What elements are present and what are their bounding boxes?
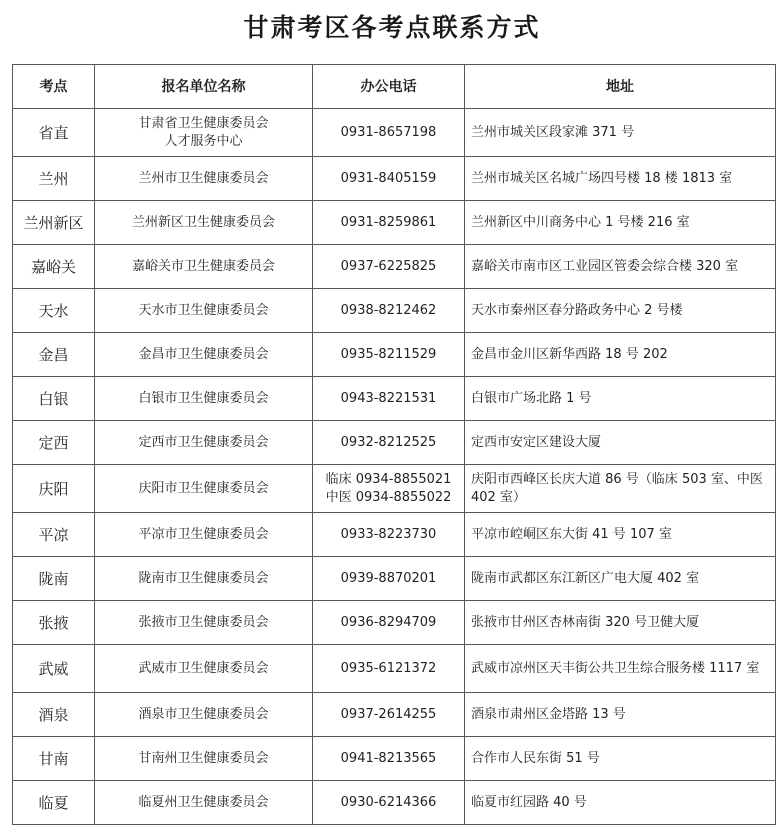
cell-unit <box>95 157 313 201</box>
cell-phone-line: 0931-8657198 <box>340 124 437 140</box>
cell-address: 张掖市甘州区杏林南街 320 号卫健大厦 <box>465 601 776 645</box>
cell-unit-line: 人才服务中心 <box>164 133 243 149</box>
page-title: 甘肃考区各考点联系方式 <box>243 13 541 42</box>
cell-phone-line: 0936-8294709 <box>340 614 437 630</box>
cell-unit <box>95 201 313 245</box>
cell-site: 兰州新区 <box>13 201 95 245</box>
cell-address: 武威市凉州区天丰街公共卫生综合服务楼 1117 室 <box>465 645 776 693</box>
cell-phone-line: 临床 0934-8855021 <box>325 471 452 487</box>
cell-phone <box>313 109 465 157</box>
header-site: 考点 <box>13 65 95 109</box>
cell-address: 合作市人民东街 51 号 <box>465 737 776 781</box>
table-row <box>13 377 776 421</box>
table-header-row <box>13 65 776 109</box>
cell-address: 兰州市城关区段家滩 371 号 <box>465 109 776 157</box>
table-row <box>13 601 776 645</box>
cell-address: 天水市秦州区春分路政务中心 2 号楼 <box>465 289 776 333</box>
cell-site: 庆阳 <box>13 465 95 513</box>
cell-site: 天水 <box>13 289 95 333</box>
cell-phone-line: 0938-8212462 <box>340 302 437 318</box>
cell-phone-line: 0939-8870201 <box>340 570 437 586</box>
cell-site: 定西 <box>13 421 95 465</box>
cell-phone <box>313 557 465 601</box>
cell-site: 金昌 <box>13 333 95 377</box>
cell-site: 平凉 <box>13 513 95 557</box>
cell-unit <box>95 781 313 825</box>
cell-unit-line: 酒泉市卫生健康委员会 <box>138 706 269 722</box>
table-row <box>13 245 776 289</box>
cell-phone <box>313 781 465 825</box>
table-row <box>13 737 776 781</box>
header-phone: 办公电话 <box>313 65 465 109</box>
cell-address: 平凉市崆峒区东大街 41 号 107 室 <box>465 513 776 557</box>
cell-address: 兰州市城关区名城广场四号楼 18 楼 1813 室 <box>465 157 776 201</box>
cell-phone <box>313 421 465 465</box>
cell-phone-line: 0930-6214366 <box>340 794 437 810</box>
cell-site: 甘南 <box>13 737 95 781</box>
cell-site: 武威 <box>13 645 95 693</box>
cell-unit <box>95 245 313 289</box>
table-row <box>13 333 776 377</box>
cell-phone-line: 0931-8405159 <box>340 170 437 186</box>
table-row <box>13 421 776 465</box>
cell-unit-line: 甘南州卫生健康委员会 <box>138 750 269 766</box>
cell-phone-line: 0943-8221531 <box>340 390 437 406</box>
cell-phone <box>313 333 465 377</box>
cell-unit-line: 临夏州卫生健康委员会 <box>138 794 269 810</box>
cell-unit <box>95 289 313 333</box>
table-row <box>13 157 776 201</box>
cell-phone <box>313 289 465 333</box>
cell-address: 兰州新区中川商务中心 1 号楼 216 室 <box>465 201 776 245</box>
cell-site: 省直 <box>13 109 95 157</box>
cell-unit-line: 甘肃省卫生健康委员会 <box>138 115 269 131</box>
cell-phone <box>313 377 465 421</box>
cell-unit <box>95 645 313 693</box>
cell-phone-line: 0931-8259861 <box>340 214 437 230</box>
cell-unit-line: 兰州市卫生健康委员会 <box>138 170 269 186</box>
cell-unit-line: 张掖市卫生健康委员会 <box>138 614 269 630</box>
table-row <box>13 781 776 825</box>
cell-phone <box>313 693 465 737</box>
table-row <box>13 645 776 693</box>
cell-phone-line: 0937-2614255 <box>340 706 437 722</box>
cell-phone <box>313 513 465 557</box>
cell-unit-line: 庆阳市卫生健康委员会 <box>138 480 269 496</box>
cell-unit <box>95 601 313 645</box>
cell-unit <box>95 333 313 377</box>
cell-phone-line: 中医 0934-8855022 <box>325 489 452 505</box>
cell-site: 临夏 <box>13 781 95 825</box>
cell-phone-line: 0935-8211529 <box>340 346 437 362</box>
cell-unit-line: 金昌市卫生健康委员会 <box>138 346 269 362</box>
cell-unit <box>95 557 313 601</box>
cell-unit-line: 平凉市卫生健康委员会 <box>138 526 269 542</box>
cell-phone-line: 0932-8212525 <box>340 434 437 450</box>
cell-unit <box>95 465 313 513</box>
cell-address: 定西市安定区建设大厦 <box>465 421 776 465</box>
cell-phone <box>313 201 465 245</box>
cell-site: 兰州 <box>13 157 95 201</box>
header-address: 地址 <box>465 65 776 109</box>
cell-phone <box>313 645 465 693</box>
cell-phone-line: 0937-6225825 <box>340 258 437 274</box>
table-row <box>13 465 776 513</box>
cell-unit-line: 天水市卫生健康委员会 <box>138 302 269 318</box>
cell-site: 张掖 <box>13 601 95 645</box>
cell-site: 陇南 <box>13 557 95 601</box>
cell-address: 白银市广场北路 1 号 <box>465 377 776 421</box>
cell-address: 陇南市武都区东江新区广电大厦 402 室 <box>465 557 776 601</box>
cell-unit-line: 陇南市卫生健康委员会 <box>138 570 269 586</box>
cell-unit <box>95 737 313 781</box>
cell-unit-line: 兰州新区卫生健康委员会 <box>131 214 275 230</box>
cell-phone-line: 0933-8223730 <box>340 526 437 542</box>
cell-unit <box>95 109 313 157</box>
cell-unit-line: 武威市卫生健康委员会 <box>138 660 269 676</box>
table-row <box>13 289 776 333</box>
cell-phone <box>313 157 465 201</box>
cell-site: 酒泉 <box>13 693 95 737</box>
cell-address: 临夏市红园路 40 号 <box>465 781 776 825</box>
cell-site: 白银 <box>13 377 95 421</box>
cell-unit-line: 白银市卫生健康委员会 <box>138 390 269 406</box>
table-row <box>13 557 776 601</box>
cell-address: 庆阳市西峰区长庆大道 86 号（临床 503 室、中医 402 室） <box>465 465 776 513</box>
table-row <box>13 693 776 737</box>
header-unit: 报名单位名称 <box>95 65 313 109</box>
table-body <box>13 109 776 825</box>
cell-address: 金昌市金川区新华西路 18 号 202 <box>465 333 776 377</box>
cell-phone <box>313 601 465 645</box>
table-row <box>13 201 776 245</box>
cell-unit <box>95 377 313 421</box>
cell-address: 酒泉市肃州区金塔路 13 号 <box>465 693 776 737</box>
cell-unit <box>95 693 313 737</box>
cell-phone <box>313 465 465 513</box>
cell-phone <box>313 245 465 289</box>
cell-site: 嘉峪关 <box>13 245 95 289</box>
contacts-table <box>12 64 776 825</box>
cell-unit-line: 嘉峪关市卫生健康委员会 <box>131 258 275 274</box>
cell-phone-line: 0941-8213565 <box>340 750 437 766</box>
table-row <box>13 109 776 157</box>
cell-unit <box>95 513 313 557</box>
cell-address: 嘉峪关市南市区工业园区管委会综合楼 320 室 <box>465 245 776 289</box>
cell-phone-line: 0935-6121372 <box>340 660 437 676</box>
cell-unit <box>95 421 313 465</box>
table-row <box>13 513 776 557</box>
cell-unit-line: 定西市卫生健康委员会 <box>138 434 269 450</box>
cell-phone <box>313 737 465 781</box>
